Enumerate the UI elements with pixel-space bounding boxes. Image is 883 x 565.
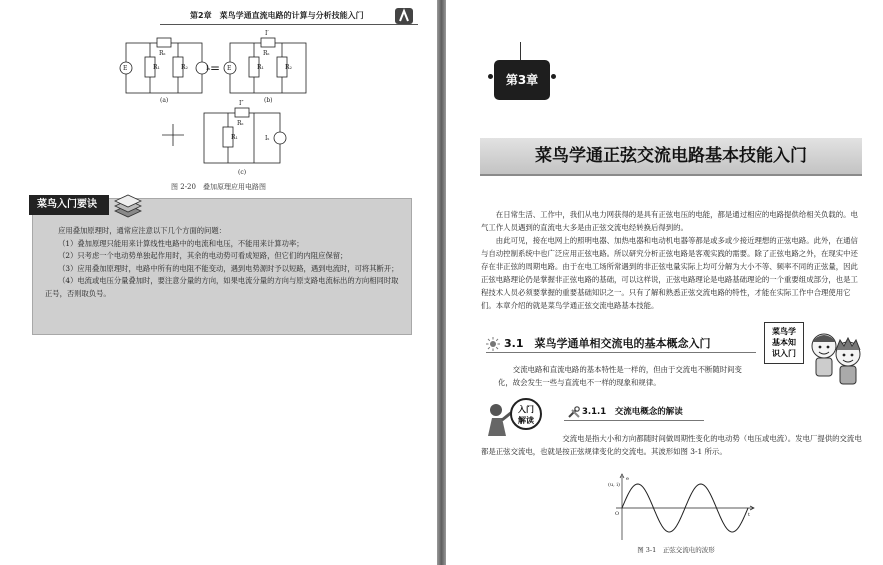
section-number: 3.1 bbox=[504, 337, 524, 350]
section-title bbox=[504, 335, 711, 353]
label-I-prime: I′ bbox=[265, 30, 269, 37]
reading-circle bbox=[510, 398, 542, 430]
intro-paragraph-2: 由此可见，接在电网上的照明电器、加热电器和电动机电器等都是或多或少接近理想的正弦电路。此外，在通信与自动控制系统中也广泛应用正弦电路。所以研究分析正弦电路是客观实践的需要。除了正弦电路之外，在现实中还存在非正弦的周期电路。由于在电工场所常遇到的非正弦电量实际上均可分解为大小不等、频率不同的正弦量，因此正弦电路理论仍是掌握非正弦电路的基础，可以这样说，正弦电路理论是电路基础理论的一个重要组成部分，也是工程技术人员必须要掌握的重要基础知识之一。只有了解和熟悉正弦交流电路的特性，才能在实际工作中合理使用它们。本章介绍的就是菜鸟学通正弦交流电路基本技能。 bbox=[481, 236, 858, 310]
reading-badge-line-1: 入门 bbox=[518, 405, 534, 414]
tip-box-body bbox=[45, 225, 403, 301]
equals-sign: = bbox=[210, 61, 221, 75]
superposition-circuits bbox=[100, 30, 350, 185]
tip-item-3: （3）应用叠加原理时，电路中所有的电阻不能变动，遇到电势源时予以短路，遇到电流时，可将其断开； bbox=[58, 263, 399, 273]
section-title-text: 菜鸟学通单相交流电的基本概念入门 bbox=[534, 337, 711, 350]
figure-2-20-caption: 图 2-20 叠加原理应用电路图 bbox=[171, 183, 266, 191]
label-Rs-c: Rₛ bbox=[237, 120, 244, 127]
label-c: (c) bbox=[238, 169, 247, 176]
y-axis-sub-label: (u, i) bbox=[608, 482, 620, 488]
x-axis-label: t bbox=[748, 512, 751, 518]
section-intro-text: 交流电路和直流电路的基本特性是一样的，但由于交流电不断随时间变化，故会发生一些与直流电不一样的现象和规律。 bbox=[498, 365, 742, 387]
header-logo-icon bbox=[393, 6, 415, 26]
label-Is-a: Iₛ bbox=[206, 65, 211, 72]
sine-wave-figure bbox=[606, 472, 756, 542]
y-axis-label: e bbox=[626, 476, 629, 482]
label-R1-a: R₁ bbox=[153, 64, 160, 71]
chapter-title: 菜鸟学通正弦交流电路基本技能入门 bbox=[535, 146, 807, 166]
knowledge-box bbox=[764, 322, 804, 364]
subsection-rule bbox=[564, 420, 704, 421]
label-Rs-b: Rₛ bbox=[263, 50, 270, 57]
subsection-number: 3.1.1 bbox=[582, 407, 607, 417]
knowledge-box-line-1: 菜鸟学 bbox=[772, 327, 796, 336]
label-Rs-a: Rₛ bbox=[159, 50, 166, 57]
figure-3-1-caption: 图 3-1 正弦交流电的波形 bbox=[637, 546, 715, 554]
right-page bbox=[446, 0, 883, 565]
origin-label: O bbox=[615, 511, 620, 517]
header-rule bbox=[160, 24, 418, 25]
header-chapter-title: 第2章 菜鸟学通直流电路的计算与分析技能入门 bbox=[190, 11, 364, 20]
knowledge-box-line-3: 识入门 bbox=[772, 349, 796, 358]
chapter-badge-string bbox=[520, 42, 527, 60]
knowledge-box-line-2: 基本知 bbox=[772, 338, 796, 347]
section-3-1-heading bbox=[486, 335, 766, 353]
reading-badge-line-2: 解读 bbox=[518, 416, 534, 425]
tip-box bbox=[32, 198, 412, 335]
cartoon-kids-icon bbox=[804, 326, 866, 388]
tip-box-heading: 菜鸟入门要诀 bbox=[29, 195, 109, 215]
chapter-intro bbox=[481, 208, 861, 312]
label-R2-a: R₂ bbox=[181, 64, 188, 71]
label-b: (b) bbox=[264, 97, 273, 104]
tools-icon bbox=[568, 406, 580, 418]
label-R1-b: R₁ bbox=[257, 64, 264, 71]
label-R2-b: R₂ bbox=[285, 64, 292, 71]
tip-item-2: （2）只考虑一个电动势单独起作用时，其余的电动势可看成短路，但它们的内阻应保留； bbox=[58, 251, 348, 261]
chapter-badge: 第3章 bbox=[494, 60, 550, 100]
subsection-title bbox=[582, 404, 683, 420]
label-I-dprime: I″ bbox=[239, 100, 244, 107]
subsection-3-1-1-heading bbox=[568, 404, 708, 420]
label-R1-c: R₁ bbox=[231, 134, 238, 141]
subsection-text: 交流电是指大小和方向都随时间做周期性变化的电动势（电压或电流）。发电厂提供的交流电都是正弦交流电，也就是按正弦规律变化的交流电。其波形如图 3-1 所示。 bbox=[481, 434, 862, 456]
label-E-a: E bbox=[123, 65, 128, 72]
tip-item-4: （4）电流或电压分量叠加时，要注意分量的方向，如果电流分量的方向与原支路电流标出的方向相同时取正号，否则取负号。 bbox=[45, 276, 399, 298]
label-E-b: E bbox=[227, 65, 232, 72]
book-gutter bbox=[437, 0, 446, 565]
chapter-title-bar bbox=[480, 138, 862, 176]
intro-paragraph-1: 在日常生活、工作中，我们从电力网获得的是具有正弦电压的电能，都是通过相应的电路提供给相关负载的。电气工作人员遇到的直流电大多是由正弦交流电经转换后得到的。 bbox=[481, 210, 858, 232]
tip-item-1: （1）叠加原理只能用来计算线性电路中的电流和电压，不能用来计算功率； bbox=[58, 238, 304, 248]
book-stack-icon bbox=[113, 193, 143, 219]
label-a: (a) bbox=[160, 97, 169, 104]
subsection-title-text: 交流电概念的解读 bbox=[614, 407, 683, 417]
left-page bbox=[0, 0, 437, 565]
left-page-header bbox=[160, 6, 435, 26]
section-rule bbox=[486, 352, 756, 353]
label-Is-c: Iₛ bbox=[265, 135, 270, 142]
tip-intro: 应用叠加原理时，通常应注意以下几个方面的问题： bbox=[58, 226, 226, 235]
sun-burst-icon bbox=[486, 337, 500, 351]
section-intro bbox=[498, 363, 748, 389]
subsection-body bbox=[481, 432, 866, 458]
